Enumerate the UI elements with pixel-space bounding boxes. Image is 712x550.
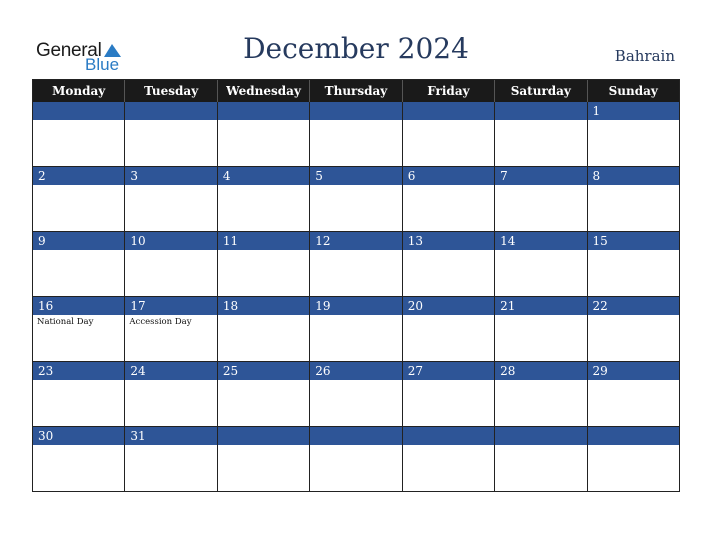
holiday-label (125, 250, 216, 252)
holiday-label (495, 315, 586, 317)
day-cell (218, 297, 310, 362)
day-cell (403, 427, 495, 492)
day-cell (218, 102, 310, 167)
holiday-label (588, 185, 679, 187)
day-number: 3 (125, 167, 216, 185)
day-cell (125, 167, 217, 232)
day-cell (125, 232, 217, 297)
day-cell (495, 167, 587, 232)
day-cell (495, 427, 587, 492)
day-cell (310, 167, 402, 232)
day-number: 13 (403, 232, 494, 250)
holiday-label (33, 380, 124, 382)
week-row (33, 232, 680, 297)
day-number (310, 102, 401, 120)
holiday-label (218, 380, 309, 382)
holiday-label (218, 315, 309, 317)
day-number: 5 (310, 167, 401, 185)
weekday-sunday: Sunday (588, 80, 680, 102)
holiday-label (495, 380, 586, 382)
holiday-label (403, 315, 494, 317)
week-row (33, 297, 680, 362)
calendar-title: December 2024 (243, 32, 469, 65)
weekday-friday: Friday (403, 80, 495, 102)
day-cell (218, 362, 310, 427)
day-cell (33, 232, 125, 297)
day-cell (588, 102, 680, 167)
day-number: 6 (403, 167, 494, 185)
holiday-label (310, 185, 401, 187)
day-cell (588, 232, 680, 297)
day-number: 25 (218, 362, 309, 380)
holiday-label (218, 250, 309, 252)
day-cell (310, 297, 402, 362)
day-cell (218, 427, 310, 492)
day-number: 17 (125, 297, 216, 315)
holiday-label (495, 445, 586, 447)
holiday-label (125, 380, 216, 382)
holiday-label (403, 250, 494, 252)
holiday-label (310, 250, 401, 252)
holiday-label (588, 445, 679, 447)
day-cell (125, 362, 217, 427)
day-cell (33, 362, 125, 427)
day-number (403, 427, 494, 445)
day-number (310, 427, 401, 445)
holiday-label: National Day (37, 317, 94, 327)
day-number: 18 (218, 297, 309, 315)
holiday-label (310, 380, 401, 382)
week-row (33, 102, 680, 167)
day-number: 8 (588, 167, 679, 185)
day-number: 22 (588, 297, 679, 315)
logo-text-general: General (36, 40, 102, 61)
holiday-label (33, 120, 124, 122)
day-cell (588, 427, 680, 492)
day-number: 19 (310, 297, 401, 315)
day-number: 7 (495, 167, 586, 185)
weekday-wednesday: Wednesday (218, 80, 310, 102)
day-number: 31 (125, 427, 216, 445)
holiday-label (495, 120, 586, 122)
logo-text-blue: Blue (85, 55, 120, 74)
day-number (33, 102, 124, 120)
day-cell (588, 167, 680, 232)
day-cell (403, 232, 495, 297)
day-cell (495, 102, 587, 167)
holiday-label (403, 445, 494, 447)
weekday-tuesday: Tuesday (125, 80, 217, 102)
holiday-label (310, 445, 401, 447)
holiday-label (588, 380, 679, 382)
day-cell (495, 362, 587, 427)
day-cell (33, 102, 125, 167)
holiday-label (33, 445, 124, 447)
holiday-label (218, 445, 309, 447)
day-number: 15 (588, 232, 679, 250)
day-number (495, 102, 586, 120)
holiday-label (310, 120, 401, 122)
week-row (33, 362, 680, 427)
day-number (218, 102, 309, 120)
day-number (403, 102, 494, 120)
day-cell (33, 427, 125, 492)
day-number: 9 (33, 232, 124, 250)
day-cell (495, 297, 587, 362)
day-cell (588, 297, 680, 362)
day-number: 21 (495, 297, 586, 315)
holiday-label (588, 250, 679, 252)
day-cell (218, 232, 310, 297)
holiday-label (125, 185, 216, 187)
week-row (33, 427, 680, 492)
weekday-thursday: Thursday (310, 80, 402, 102)
day-cell (310, 232, 402, 297)
weekday-header-row (33, 80, 680, 102)
day-number: 29 (588, 362, 679, 380)
weekday-saturday: Saturday (495, 80, 587, 102)
day-cell (33, 297, 125, 362)
holiday-label (310, 315, 401, 317)
day-cell (403, 297, 495, 362)
holiday-label (588, 120, 679, 122)
day-cell (310, 362, 402, 427)
day-number: 30 (33, 427, 124, 445)
holiday-label (125, 120, 216, 122)
day-number: 11 (218, 232, 309, 250)
day-cell (403, 102, 495, 167)
day-number: 26 (310, 362, 401, 380)
day-number: 16 (33, 297, 124, 315)
holiday-label (495, 185, 586, 187)
day-number (588, 427, 679, 445)
calendar-grid (32, 79, 680, 492)
day-number (125, 102, 216, 120)
holiday-label (33, 250, 124, 252)
day-cell (125, 427, 217, 492)
holiday-label (588, 315, 679, 317)
day-number: 12 (310, 232, 401, 250)
country-label: Bahrain (614, 47, 675, 65)
holiday-label (403, 380, 494, 382)
day-number: 28 (495, 362, 586, 380)
day-number: 27 (403, 362, 494, 380)
day-number: 23 (33, 362, 124, 380)
calendar-weeks (33, 102, 680, 492)
day-cell (33, 167, 125, 232)
holiday-label (495, 250, 586, 252)
day-number: 2 (33, 167, 124, 185)
day-number: 24 (125, 362, 216, 380)
day-cell (588, 362, 680, 427)
holiday-label (403, 120, 494, 122)
day-cell (403, 362, 495, 427)
weekday-monday: Monday (33, 80, 125, 102)
day-number: 20 (403, 297, 494, 315)
day-number: 1 (588, 102, 679, 120)
holiday-label: Accession Day (129, 317, 192, 327)
week-row (33, 167, 680, 232)
day-number: 10 (125, 232, 216, 250)
day-cell (125, 297, 217, 362)
day-number (218, 427, 309, 445)
holiday-label (125, 445, 216, 447)
day-number (495, 427, 586, 445)
holiday-label (218, 120, 309, 122)
day-cell (403, 167, 495, 232)
day-cell (310, 427, 402, 492)
day-number: 4 (218, 167, 309, 185)
day-cell (125, 102, 217, 167)
holiday-label (33, 185, 124, 187)
day-number: 14 (495, 232, 586, 250)
holiday-label (403, 185, 494, 187)
day-cell (495, 232, 587, 297)
holiday-label (218, 185, 309, 187)
day-cell (218, 167, 310, 232)
day-cell (310, 102, 402, 167)
